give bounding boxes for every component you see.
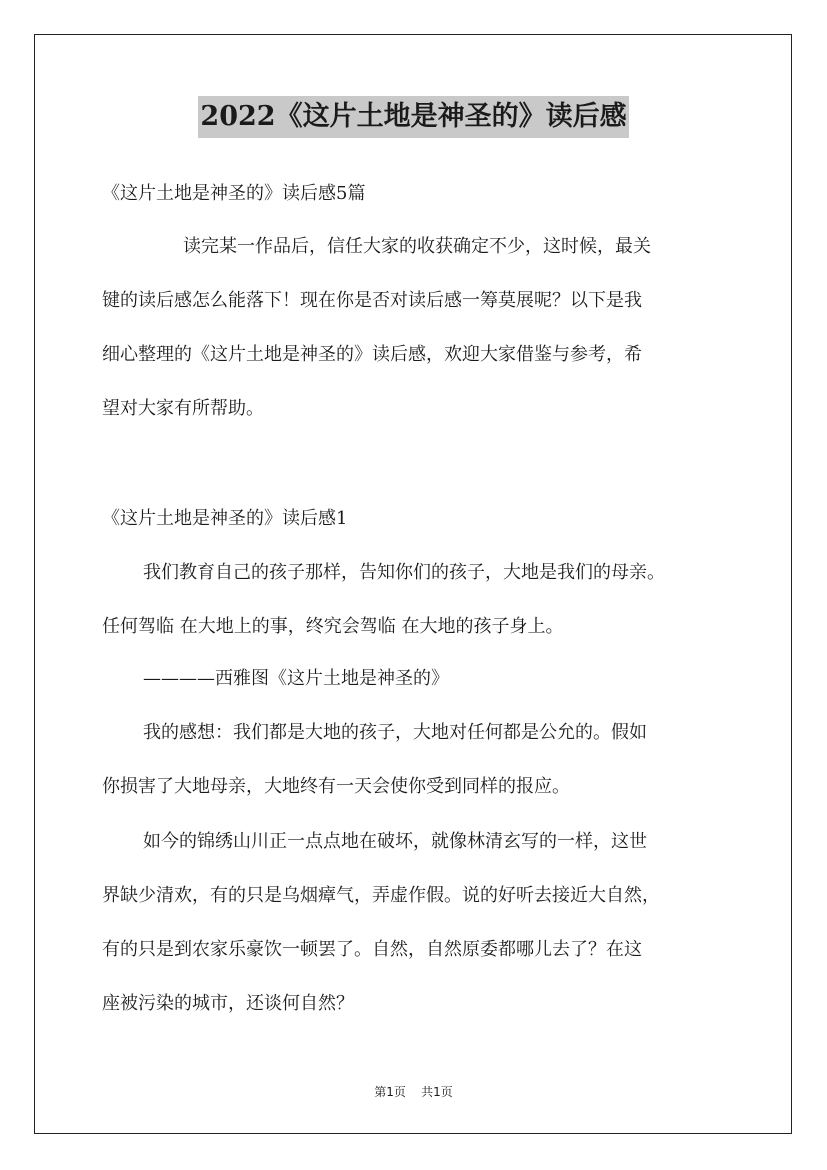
document-title: 2022《这片土地是神圣的》读后感: [198, 96, 628, 138]
intro-line: 望对大家有所帮助。: [102, 398, 264, 419]
body-line: 有的只是到农家乐豪饮一顿罢了。自然，自然原委都哪儿去了？在这: [102, 939, 642, 960]
page-footer: [0, 1083, 827, 1100]
title-container: [0, 96, 827, 138]
body-line: 如今的锦绣山川正一点点地在破坏，就像林清玄写的一样，这世: [143, 831, 647, 852]
body-line: 任何驾临 在大地上的事，终究会驾临 在大地的孩子身上。: [102, 616, 564, 637]
body-line: 我的感想：我们都是大地的孩子，大地对任何都是公允的。假如: [143, 722, 647, 743]
body-line: 你损害了大地母亲，大地终有一天会使你受到同样的报应。: [102, 776, 570, 797]
intro-line: 键的读后感怎么能落下！现在你是否对读后感一筹莫展呢？以下是我: [102, 290, 642, 311]
intro-line: 读完某一作品后，信任大家的收获确定不少，这时候，最关: [183, 236, 651, 257]
page-number: 第1页: [374, 1085, 406, 1099]
document-subtitle: 《这片土地是神圣的》读后感5篇: [102, 183, 366, 204]
body-line: 我们教育自己的孩子那样，告知你们的孩子，大地是我们的母亲。: [143, 562, 665, 583]
intro-line: 细心整理的《这片土地是神圣的》读后感，欢迎大家借鉴与参考，希: [102, 344, 642, 365]
body-line: ————西雅图《这片土地是神圣的》: [143, 668, 449, 689]
body-line: 座被污染的城市，还谈何自然？: [102, 993, 354, 1014]
body-line: 界缺少清欢，有的只是乌烟瘴气，弄虚作假。说的好听去接近大自然，: [102, 885, 660, 906]
page-total: 共1页: [421, 1085, 453, 1099]
section-heading: 《这片土地是神圣的》读后感1: [102, 508, 348, 529]
